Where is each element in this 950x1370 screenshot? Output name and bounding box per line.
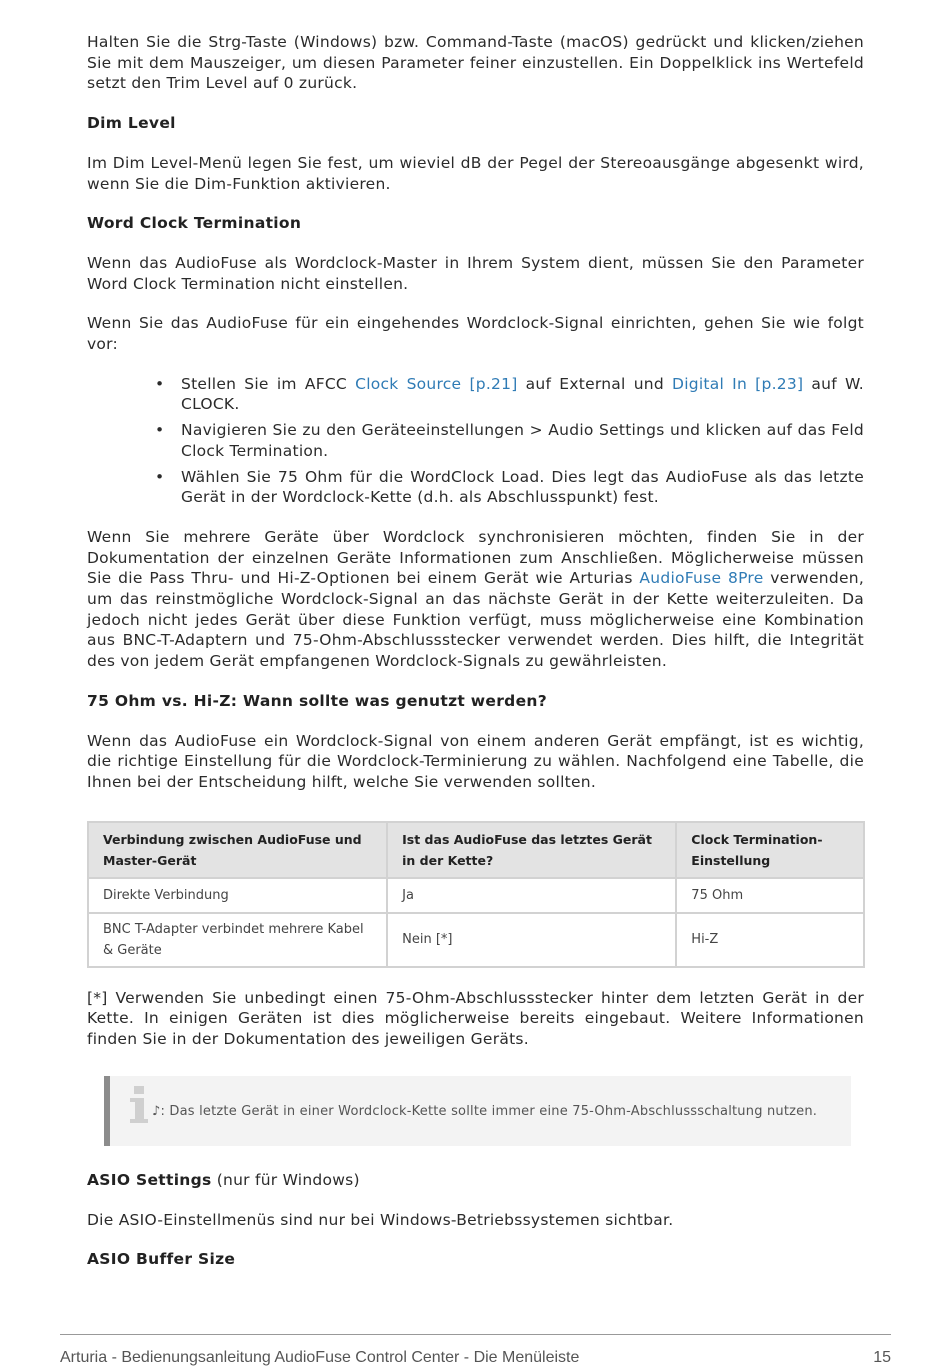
multi-device-paragraph [87,527,864,672]
asio-paragraph: Die ASIO-Einstellmenüs sind nur bei Windows-Betriebssystemen sichtbar. [87,1210,674,1229]
info-icon [130,1086,148,1126]
paragraph-text: Wenn Sie mehrere Geräte über Wordclock synchronisieren möchten, finden Sie in der Dokumentation der einzelnen Geräte Informationen zum Anschließen. Möglicherweise müssen Sie die Pass Thru- und Hi-Z-Optionen bei einem Gerät wie Arturias [87,527,864,588]
bullet-icon: • [155,374,165,393]
list-item [87,420,864,461]
dim-level-paragraph: Im Dim Level-Menü legen Sie fest, um wieviel dB der Pegel der Stereoausgänge abgesenkt wird, wenn Sie die Dim-Funktion aktivieren. [87,153,864,193]
wct-paragraph-1: Wenn das AudioFuse als Wordclock-Master in Ihrem System dient, müssen Sie den Parameter Word Clock Termination nicht einstellen. [87,253,864,293]
table-row [88,913,864,967]
footnote-paragraph: [*] Verwenden Sie unbedingt einen 75-Ohm-Abschlussstecker hinter dem letzten Gerät in der Kette. In einigen Geräten ist dies möglicherweise bereits eingebaut. Weitere Informationen finden Sie in der Dokumentation des jeweiligen Geräts. [87,988,864,1049]
asio-heading-rest: (nur für Windows) [211,1170,360,1189]
list-item-text: auf External und [517,374,673,393]
list-item [87,467,864,508]
info-note [104,1076,851,1146]
table-cell: BNC T-Adapter verbindet mehrere Kabel & Geräte [88,913,387,967]
bullet-icon: • [155,421,165,440]
wct-paragraph-2: Wenn Sie das AudioFuse für ein eingehendes Wordclock-Signal einrichten, gehen Sie wie folgt vor: [87,314,864,354]
asio-buffer-size-heading: ASIO Buffer Size [87,1250,236,1269]
page-content [87,32,864,1270]
page-number: 15 [873,1349,891,1366]
ohm-vs-hiz-heading: 75 Ohm vs. Hi-Z: Wann sollte was genutzt werden? [87,691,548,710]
ohm-vs-hiz-paragraph: Wenn das AudioFuse ein Wordclock-Signal von einem anderen Gerät empfängt, ist es wichtig, die richtige Einstellung für die Wordclock-Terminierung zu wählen. Nachfolgend eine Tabelle, die Ihnen bei der Entscheidung hilft, welche Sie verwenden sollten. [87,731,864,791]
list-item-text: Wählen Sie 75 Ohm für die WordClock Load. Dies legt das AudioFuse als das letzte Gerät in der Wordclock-Kette (d.h. als Abschlusspunkt) fest. [181,467,864,507]
table-cell: Hi-Z [676,913,864,967]
bullet-icon: • [155,467,165,486]
intro-paragraph: Halten Sie die Strg-Taste (Windows) bzw. Command-Taste (macOS) gedrückt und klicken/ziehen Sie mit dem Mauszeiger, um diesen Parameter feiner einzustellen. Ein Doppelklick ins Wertefeld setzt den Trim Level auf 0 zurück. [87,33,864,93]
word-clock-termination-heading: Word Clock Termination [87,214,302,233]
music-note-icon: ♪ [152,1103,161,1119]
note-text [152,1104,817,1119]
table-cell: Ja [387,878,676,913]
table-cell: Nein [*] [387,913,676,967]
asio-heading-bold: ASIO Settings [87,1170,212,1189]
clock-source-link[interactable]: Clock Source [p.21] [355,374,518,393]
table-header-row [88,822,864,878]
list-item-text: auf W. CLOCK. [181,374,864,414]
note-text-body: : Das letzte Gerät in einer Wordclock-Kette sollte immer eine 75-Ohm-Abschlussschaltung nutzen. [160,1103,818,1119]
table-cell: 75 Ohm [676,878,864,913]
list-item-text: Stellen Sie im AFCC [181,374,356,393]
paragraph-text: verwenden, um das reinstmögliche Wordclock-Signal an das nächste Gerät in der Kette weiterzuleiten. Da jedoch nicht jedes Gerät über diese Funktion verfügt, muss möglicherweise eine Kombination aus BNC-T-Adaptern und 75-Ohm-Abschlussstecker verwendet werden. Dies hilft, die Integrität des von jedem Gerät empfangenen Wordclock-Signals zu gewährleisten. [87,569,864,671]
table-row [88,878,864,913]
footer-text: Arturia - Bedienungsanleitung AudioFuse Control Center - Die Menüleiste [60,1349,580,1366]
digital-in-link[interactable]: Digital In [p.23] [672,374,804,393]
dim-level-heading: Dim Level [87,114,176,133]
list-item [87,374,864,415]
table-header-cell: Ist das AudioFuse das letztes Gerät in der Kette? [387,822,676,878]
list-item-text: Navigieren Sie zu den Geräteeinstellungen > Audio Settings und klicken auf das Feld Clock Termination. [181,421,864,460]
table-header-cell: Verbindung zwischen AudioFuse und Master-Gerät [88,822,387,878]
termination-table [87,821,865,968]
table-header-cell: Clock Termination-Einstellung [676,822,864,878]
asio-settings-heading [87,1170,864,1191]
table-cell: Direkte Verbindung [88,878,387,913]
setup-steps-list [87,374,864,508]
audiofuse-8pre-link[interactable]: AudioFuse 8Pre [639,569,764,588]
footer-divider [60,1334,891,1335]
